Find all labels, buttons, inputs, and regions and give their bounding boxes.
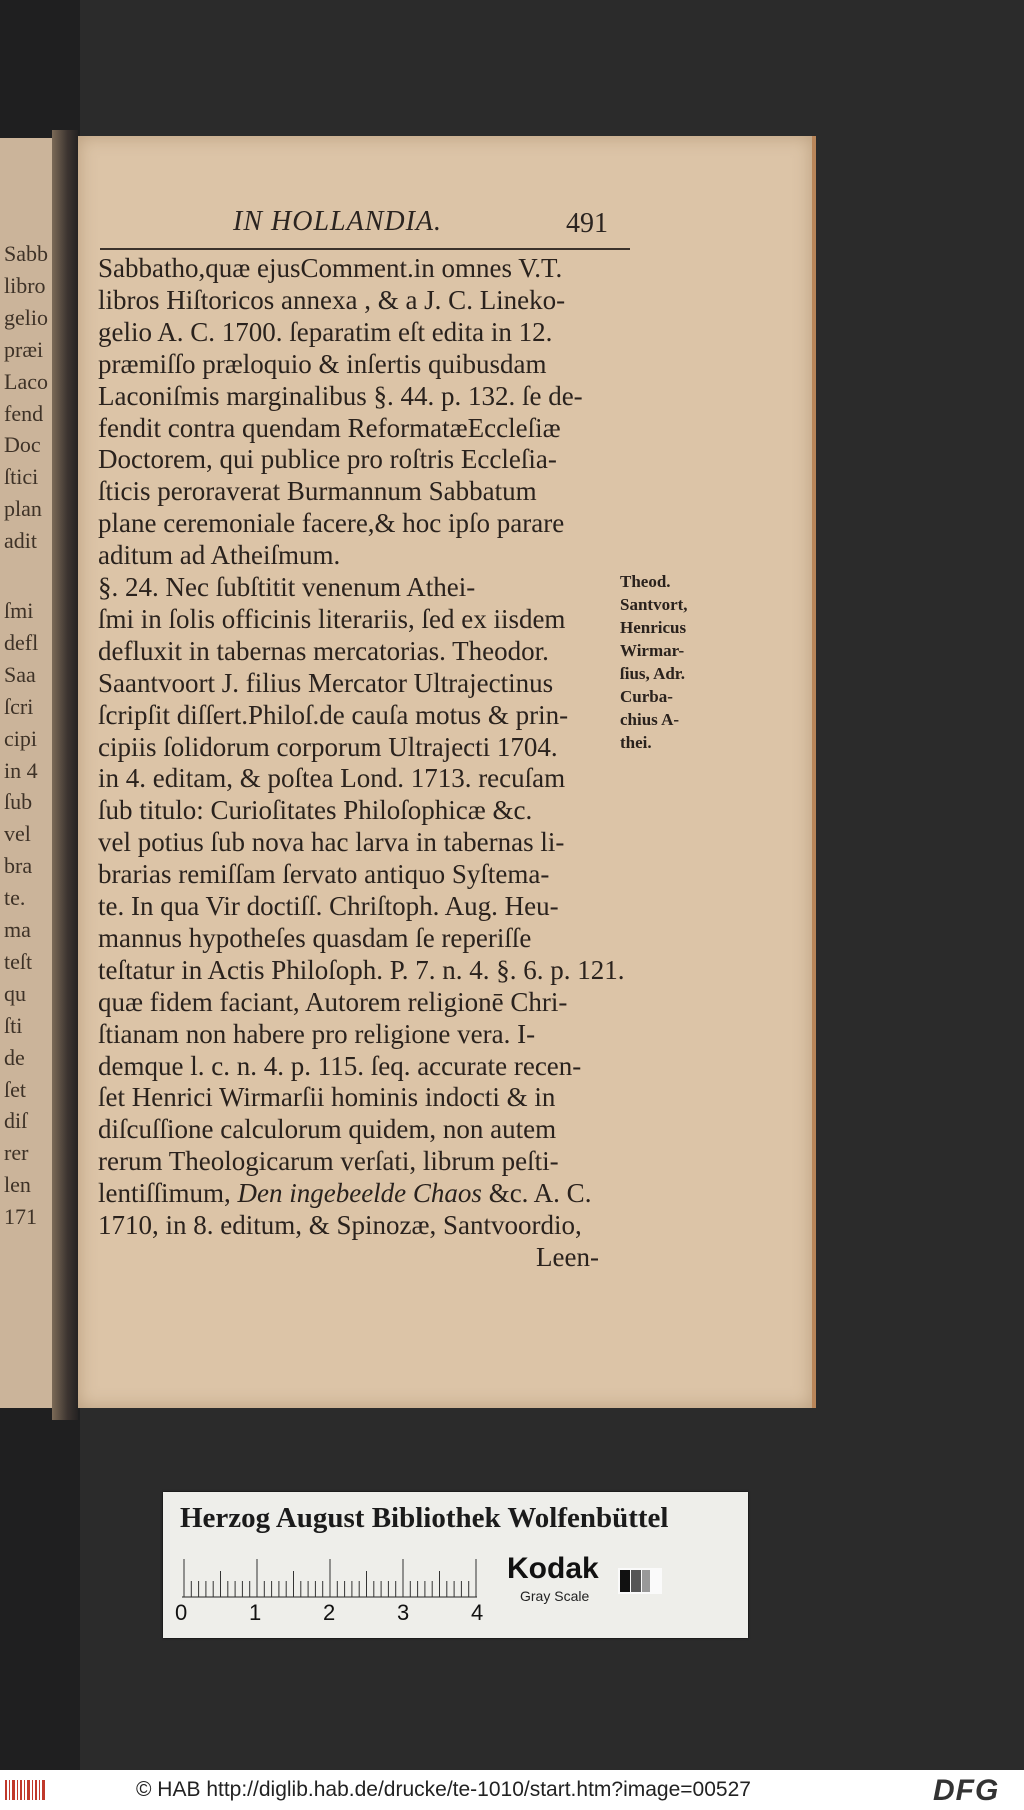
previous-page-text: ſcri: [4, 693, 34, 719]
previous-page-text: ma: [4, 917, 31, 942]
text-line: libros Hiſtoricos annexa , & a J. C. Lineko-: [98, 284, 566, 315]
text-line: præmiſſo præloquio & inſertis quibusdam: [98, 348, 547, 379]
text-line: ſcripſit diſſert.Philoſ.de cauſa motus & prin-: [98, 699, 569, 730]
book-title: Den ingebeelde Chaos: [230, 1178, 482, 1209]
text-line: fendit contra quendam ReformatæEccleſiæ: [98, 412, 561, 443]
text-line: ſmi in ſolis officinis literariis, ſed ex iisdem: [98, 603, 566, 634]
previous-page-text: rer: [4, 1140, 29, 1166]
text-line: Sabbatho,quæ ejusComment.in omnes V.T.: [98, 253, 563, 283]
previous-page-text: teſt: [4, 948, 33, 974]
ruler-number: 4: [471, 1600, 484, 1625]
margin-note-line: ſius, Adr.: [620, 664, 686, 683]
header-rule: [100, 248, 630, 250]
previous-page-text: diſ: [4, 1108, 28, 1134]
previous-page-text: Laco: [4, 368, 48, 394]
text-line: teſtatur in Actis Philoſoph. P. 7. n. 4. §. 6. p. 121.: [98, 954, 625, 985]
gray-scale-label: Gray Scale: [520, 1588, 590, 1604]
previous-page-text: cipi: [4, 725, 37, 751]
previous-page-text: adit: [4, 528, 37, 554]
running-header: IN HOLLANDIA.: [233, 206, 443, 237]
previous-page-text: ſti: [4, 1012, 23, 1038]
previous-page-text: defl: [4, 629, 39, 655]
margin-note-line: chius A-: [620, 710, 680, 729]
text-line: gelio A. C. 1700. ſeparatim eſt edita in 12.: [98, 316, 553, 347]
text-line: demque l. c. n. 4. p. 115. ſeq. accurate recen-: [98, 1050, 582, 1081]
ruler-number: 1: [249, 1600, 262, 1625]
text-line: defluxit in tabernas mercatorias. Theodor.: [98, 635, 549, 666]
text-line: plane ceremoniale facere,& hoc ipſo parare: [98, 508, 565, 539]
previous-page-text: 171: [4, 1204, 37, 1230]
text-line: Leen-: [536, 1241, 599, 1272]
previous-page-text: te.: [4, 885, 26, 911]
footer-source-link[interactable]: © HAB http://diglib.hab.de/drucke/te-1010/start.htm?image=00527: [136, 1778, 751, 1801]
book-page: [78, 136, 816, 1408]
text-line: diſcuſſione calculorum quidem, non autem: [98, 1114, 557, 1145]
previous-page-text: qu: [4, 980, 26, 1006]
previous-page-text: præi: [4, 336, 44, 362]
previous-page-text: ſtici: [4, 464, 39, 490]
text-line: cipiis ſolidorum corporum Ultrajecti 1704.: [98, 731, 558, 762]
color-calibration-card: [163, 1492, 748, 1638]
scale-ruler: [182, 1558, 477, 1598]
previous-page-text: in 4: [4, 757, 38, 783]
ruler-number: 2: [323, 1600, 336, 1625]
text-line: 1710, in 8. editum, & Spinozæ, Santvoordio,: [98, 1210, 582, 1240]
text-line: aditum ad Atheiſmum.: [98, 540, 341, 571]
text-line: Laconiſmis marginalibus §. 44. p. 132. ſe de-: [98, 380, 583, 411]
text-fragment: &c. A. C.: [481, 1178, 592, 1209]
previous-page-text: Saa: [4, 661, 36, 687]
previous-page-text: fend: [4, 400, 44, 426]
text-line: ſticis peroraverat Burmannum Sabbatum: [98, 476, 537, 507]
previous-page-text: gelio: [4, 304, 48, 330]
text-line: Saantvoort J. filius Mercator Ultrajectinus: [98, 667, 554, 698]
margin-note-line: Wirmar-: [620, 641, 685, 660]
previous-page-text: de: [4, 1044, 25, 1070]
text-line: quæ fidem faciant, Autorem religionē Chri-: [98, 986, 568, 1017]
dfg-logo: DFG: [933, 1774, 1000, 1807]
margin-note-line: Santvort,: [620, 595, 688, 614]
page-number: 491: [566, 208, 608, 239]
text-line: Doctorem, qui publice pro roſtris Eccleſia-: [98, 444, 557, 475]
text-line: lentiſſimum, Den ingebeelde Chaos &c. A. C.: [98, 1178, 592, 1209]
ruler-number: 3: [397, 1600, 410, 1625]
hab-barcode-icon: [4, 1778, 48, 1802]
margin-note-line: Curba-: [620, 687, 673, 706]
book-spine: [52, 130, 78, 1420]
margin-note-line: Henricus: [620, 618, 687, 637]
previous-page-text: Sabb: [4, 241, 48, 266]
text-line: te. In qua Vir doctiſſ. Chriſtoph. Aug. Heu-: [98, 891, 559, 921]
margin-note-line: Theod.: [620, 572, 671, 591]
text-line: vel potius ſub nova hac larva in tabernas li-: [98, 827, 565, 858]
previous-page-text: ſub: [4, 789, 33, 815]
previous-page-text: ſet: [4, 1076, 26, 1102]
library-name: Herzog August Bibliothek Wolfenbüttel: [180, 1502, 669, 1534]
text-line: rerum Theologicarum verſati, librum peſti-: [98, 1146, 559, 1177]
kodak-logo: Kodak: [507, 1552, 599, 1585]
previous-page-text: Doc: [4, 432, 41, 458]
previous-page-text: ſmi: [4, 598, 34, 623]
previous-page-text: bra: [4, 853, 33, 879]
margin-note-line: thei.: [620, 733, 652, 752]
text-line: ſub titulo: Curioſitates Philoſophicæ &c.: [98, 795, 533, 826]
text-line: in 4. editam, & poſtea Lond. 1713. recuſam: [98, 763, 566, 794]
previous-page-text: plan: [4, 496, 42, 522]
text-line: §. 24. Nec ſubſtitit venenum Athei-: [98, 572, 476, 602]
text-line: brarias remiſſam ſervato antiquo Syſtema-: [98, 859, 550, 890]
previous-page-text: vel: [4, 821, 31, 847]
ruler-number: 0: [175, 1600, 188, 1625]
text-line: ſtianam non habere pro religione vera. I-: [98, 1018, 536, 1049]
gray-swatch-icon: [618, 1568, 662, 1594]
text-line: mannus hypotheſes quasdam ſe reperiſſe: [98, 922, 532, 953]
text-line: ſet Henrici Wirmarſii hominis indocti & in: [98, 1082, 556, 1113]
previous-page-text: libro: [4, 272, 46, 298]
footer-bar: [0, 1770, 1024, 1810]
previous-page-text: len: [4, 1172, 31, 1198]
